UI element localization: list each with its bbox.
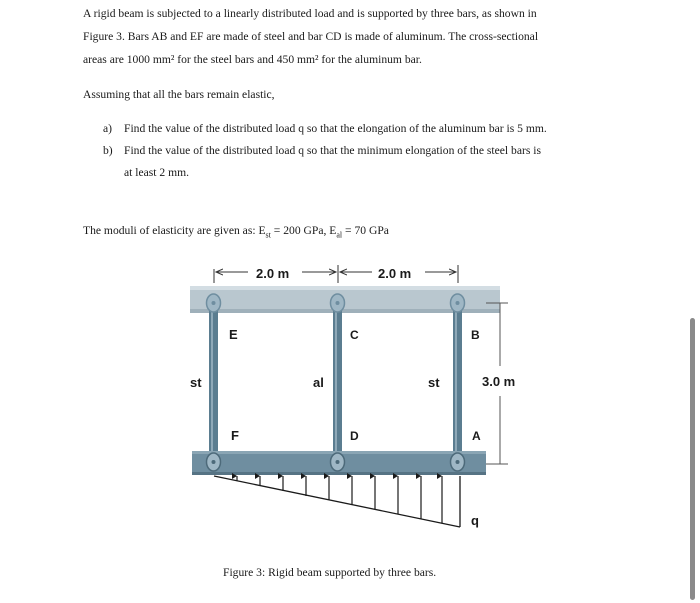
part-b-marker: b): [103, 144, 113, 157]
distributed-load: [214, 476, 460, 527]
pin-bottom-A: [451, 453, 465, 471]
pin-bottom-F: [207, 453, 221, 471]
pin-bottom-D: [331, 453, 345, 471]
dimension-height-label: 3.0 m: [482, 374, 516, 389]
part-b-line-1: Find the value of the distributed load q so that the minimum elongation of the steel bars is: [124, 144, 541, 157]
label-bar-mid-material: al: [313, 375, 324, 390]
intro-line-3: areas are 1000 mm² for the steel bars and 450 mm² for the aluminum bar.: [83, 53, 422, 66]
moduli-prefix: The moduli of elasticity are given as: E: [83, 224, 266, 237]
label-A: A: [472, 429, 481, 443]
bar-EF: [209, 311, 218, 466]
label-bar-left-material: st: [190, 375, 202, 390]
dimension-right-label: 2.0 m: [378, 266, 412, 281]
figure-caption: Figure 3: Rigid beam supported by three bars.: [223, 566, 437, 579]
moduli-al-sub: al: [336, 230, 343, 240]
moduli-mid: = 200 GPa, E: [270, 224, 337, 237]
pin-top-C: [331, 294, 345, 312]
intro-line-1: A rigid beam is subjected to a linearly distributed load and is supported by three bars, as shown in: [83, 7, 537, 20]
moduli-suffix: = 70 GPa: [342, 224, 389, 237]
part-a-text: Find the value of the distributed load q so that the elongation of the aluminum bar is 5 mm.: [124, 122, 547, 135]
part-b-line-2: at least 2 mm.: [124, 166, 190, 179]
dimension-horizontal: [214, 265, 458, 283]
label-E: E: [229, 327, 238, 342]
scrollbar[interactable]: [690, 318, 695, 600]
label-B: B: [471, 328, 480, 342]
bar-CD: [333, 311, 342, 466]
dimension-left-label: 2.0 m: [256, 266, 290, 281]
bar-AB: [453, 311, 462, 466]
label-D: D: [350, 429, 359, 443]
pin-top-E: [207, 294, 221, 312]
pin-top-B: [451, 294, 465, 312]
label-load-q: q: [471, 513, 479, 528]
label-bar-right-material: st: [428, 375, 440, 390]
assumption-text: Assuming that all the bars remain elastic,: [83, 88, 275, 101]
label-F: F: [231, 428, 239, 443]
moduli-st-sub: st: [265, 230, 271, 240]
label-C: C: [350, 328, 359, 342]
part-a-marker: a): [103, 122, 113, 135]
intro-line-2: Figure 3. Bars AB and EF are made of steel and bar CD is made of aluminum. The cross-sectional: [83, 30, 539, 43]
